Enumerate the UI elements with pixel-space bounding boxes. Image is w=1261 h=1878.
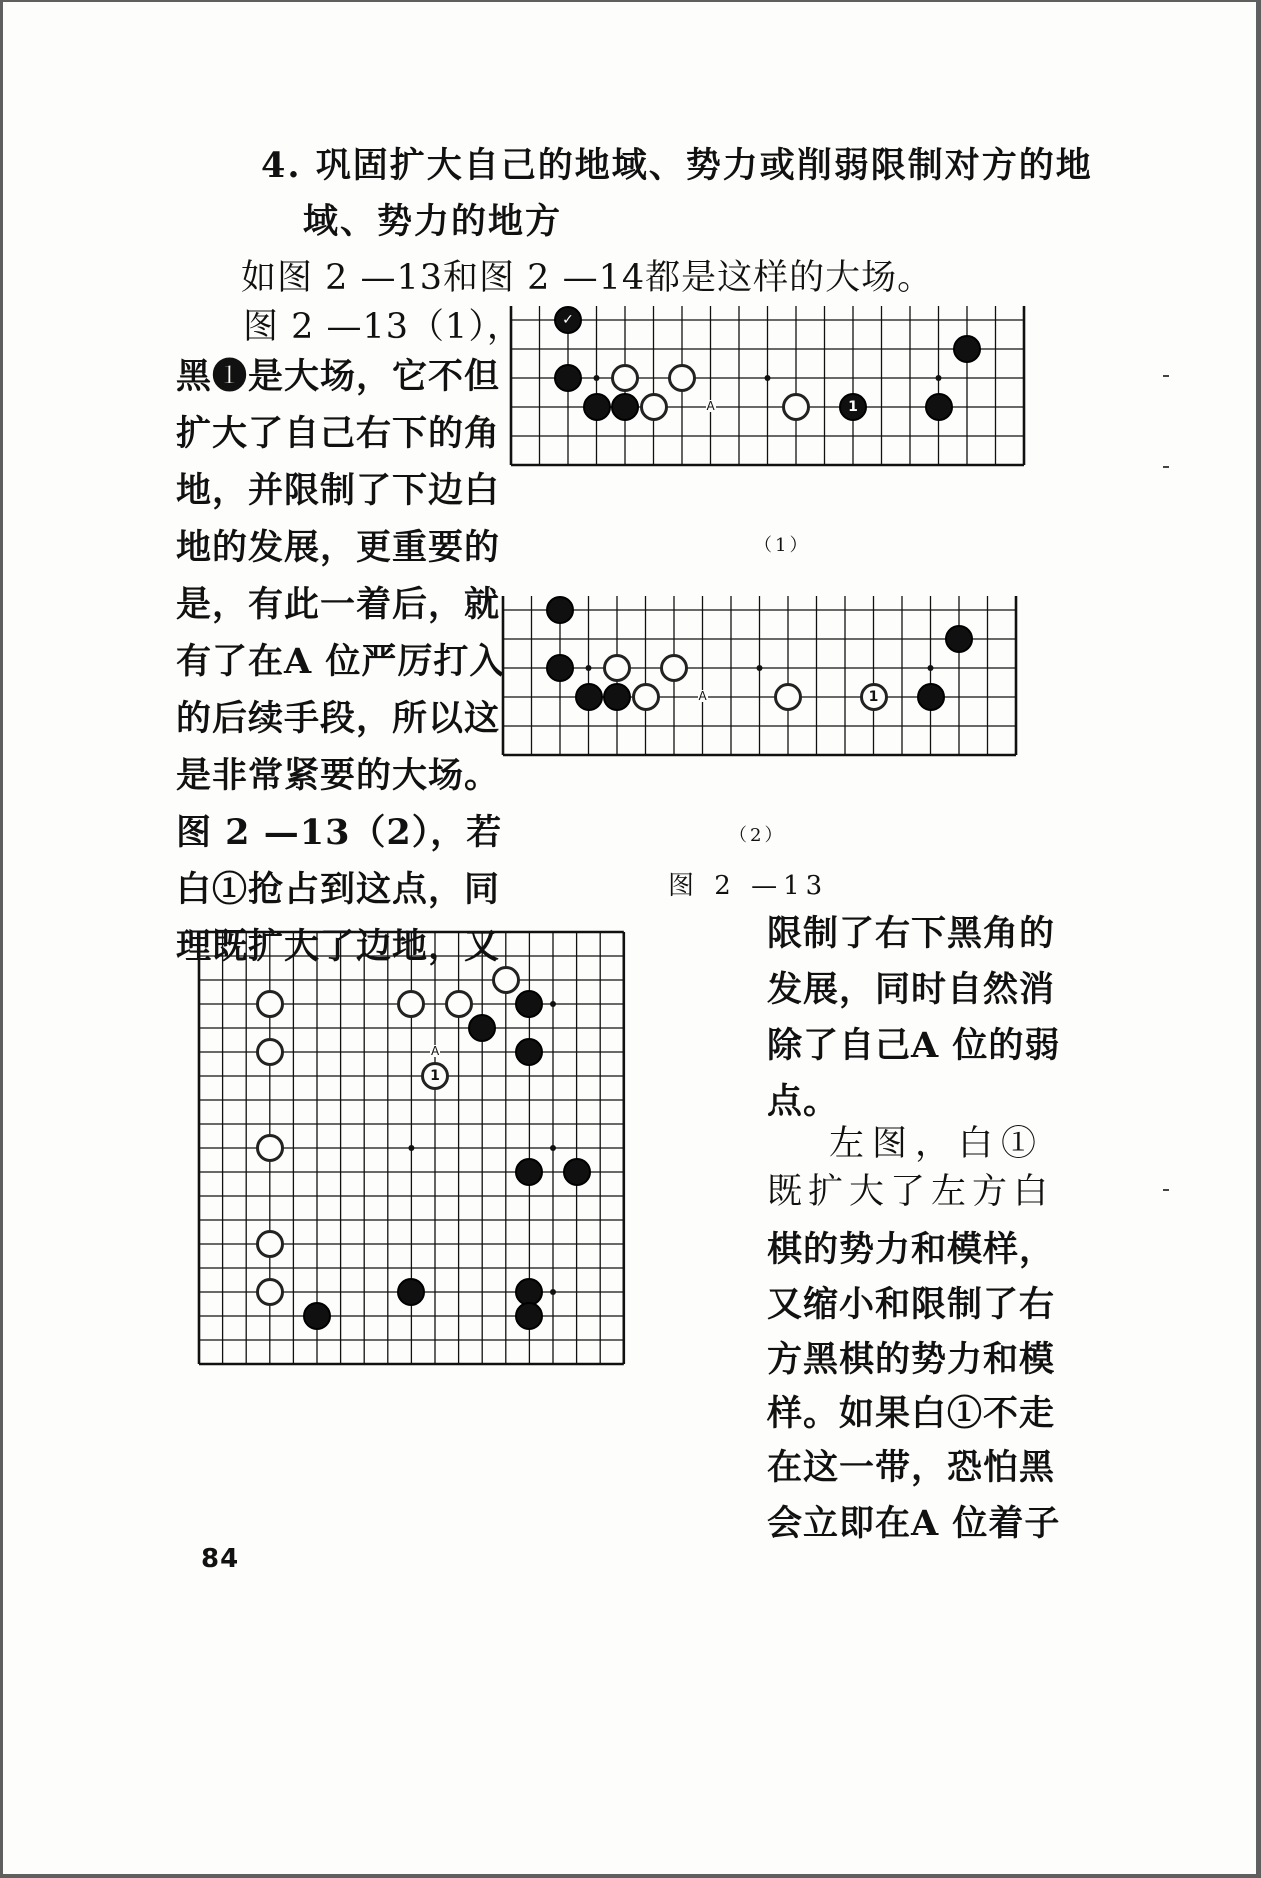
star-point: [594, 375, 600, 381]
scan-mark: [1163, 466, 1169, 468]
section-heading-line2: 域、势力的地方: [303, 201, 563, 242]
black-stone: [925, 393, 953, 421]
stone-move-number: 1: [868, 689, 879, 705]
text-line: 地的发展，更重要的: [176, 527, 501, 568]
text-line: 棋的势力和模样，: [767, 1229, 1056, 1270]
white-stone: [492, 966, 520, 994]
text-line: 既扩大了左方白: [767, 1172, 1055, 1212]
white-stone: [256, 1134, 284, 1162]
text-line: 样。如果白①不走: [767, 1393, 1056, 1434]
black-stone: [554, 364, 582, 392]
text-line: 的后续手段，所以这: [176, 698, 501, 739]
white-stone: [660, 654, 688, 682]
black-stone: [546, 596, 574, 624]
intro-sentence: 如图 2 —13和图 2 —14都是这样的大场。: [241, 258, 934, 298]
text-line: 是非常紧要的大场。: [176, 755, 501, 796]
star-point: [928, 665, 934, 671]
board2-grid: [501, 596, 1018, 757]
star-point: [936, 375, 942, 381]
text-line: 地，并限制了下边白: [176, 470, 501, 511]
text-line: 左图，白①: [829, 1124, 1045, 1164]
white-stone: [774, 683, 802, 711]
white-stone: [640, 393, 668, 421]
text-line: 限制了右下黑角的: [767, 913, 1056, 954]
text-line: 会立即在A 位着子: [767, 1503, 1061, 1544]
white-stone: [256, 1230, 284, 1258]
board1-grid: [509, 306, 1026, 467]
black-stone: [611, 393, 639, 421]
text-line: 是，有此一着后，就: [176, 584, 501, 625]
star-point: [550, 1001, 556, 1007]
scan-mark: [1163, 1189, 1169, 1191]
white-stone: [603, 654, 631, 682]
black-stone: [603, 683, 631, 711]
text-line: 点。: [767, 1081, 840, 1122]
black-stone: [839, 393, 867, 421]
white-stone: [256, 990, 284, 1018]
text-line: 有了在A 位严厉打入: [176, 641, 506, 682]
black-stone: [554, 306, 582, 334]
star-point: [757, 665, 763, 671]
black-stone: [583, 393, 611, 421]
white-stone: [256, 1038, 284, 1066]
black-stone: [303, 1302, 331, 1330]
subfigure-label-2: （2）: [729, 825, 786, 846]
section-heading-line1: 4. 巩固扩大自己的地域、势力或削弱限制对方的地: [261, 145, 1093, 186]
white-stone: [632, 683, 660, 711]
white-stone: [860, 683, 888, 711]
white-stone: [256, 1278, 284, 1306]
text-line: 在这一带，恐怕黑: [767, 1447, 1056, 1488]
point-a-marker: A: [706, 399, 715, 413]
star-point: [586, 665, 592, 671]
black-stone: [945, 625, 973, 653]
black-stone: [468, 1014, 496, 1042]
black-stone: [575, 683, 603, 711]
text-line: 扩大了自己右下的角: [176, 413, 501, 454]
black-stone: [563, 1158, 591, 1186]
book-page: [3, 2, 1256, 1874]
page-number: 84: [201, 1544, 240, 1574]
text-line: 发展，同时自然消: [767, 969, 1056, 1010]
white-stone: [782, 393, 810, 421]
text-line: 图 2 —13（2），若: [176, 812, 503, 853]
star-point: [550, 1145, 556, 1151]
stone-move-number: ✓: [562, 312, 574, 328]
text-line: 又缩小和限制了右: [767, 1284, 1056, 1325]
star-point: [765, 375, 771, 381]
star-point: [550, 1289, 556, 1295]
text-line: 除了自己A 位的弱: [767, 1025, 1061, 1066]
black-stone: [546, 654, 574, 682]
subfigure-label-1: （1）: [754, 535, 811, 556]
point-a-marker: A: [431, 1044, 440, 1058]
white-stone: [668, 364, 696, 392]
text-line: 理既扩大了边地，又: [176, 926, 501, 967]
stone-move-number: 1: [430, 1068, 440, 1084]
text-line: 方黑棋的势力和模: [767, 1339, 1056, 1380]
scan-mark: [1163, 375, 1169, 377]
white-stone: [445, 990, 473, 1018]
point-a-marker: A: [698, 689, 707, 703]
star-point: [408, 1145, 414, 1151]
white-stone: [611, 364, 639, 392]
figure-caption: 图 2 —13: [668, 871, 829, 901]
stone-move-number: 1: [848, 399, 858, 415]
black-stone: [917, 683, 945, 711]
text-line: 白①抢占到这点，同: [176, 869, 501, 910]
text-line: 黑❶是大场，它不但: [176, 356, 501, 397]
text-line: 图 2 —13（1），: [243, 307, 523, 347]
black-stone: [953, 335, 981, 363]
white-stone: [421, 1062, 449, 1090]
